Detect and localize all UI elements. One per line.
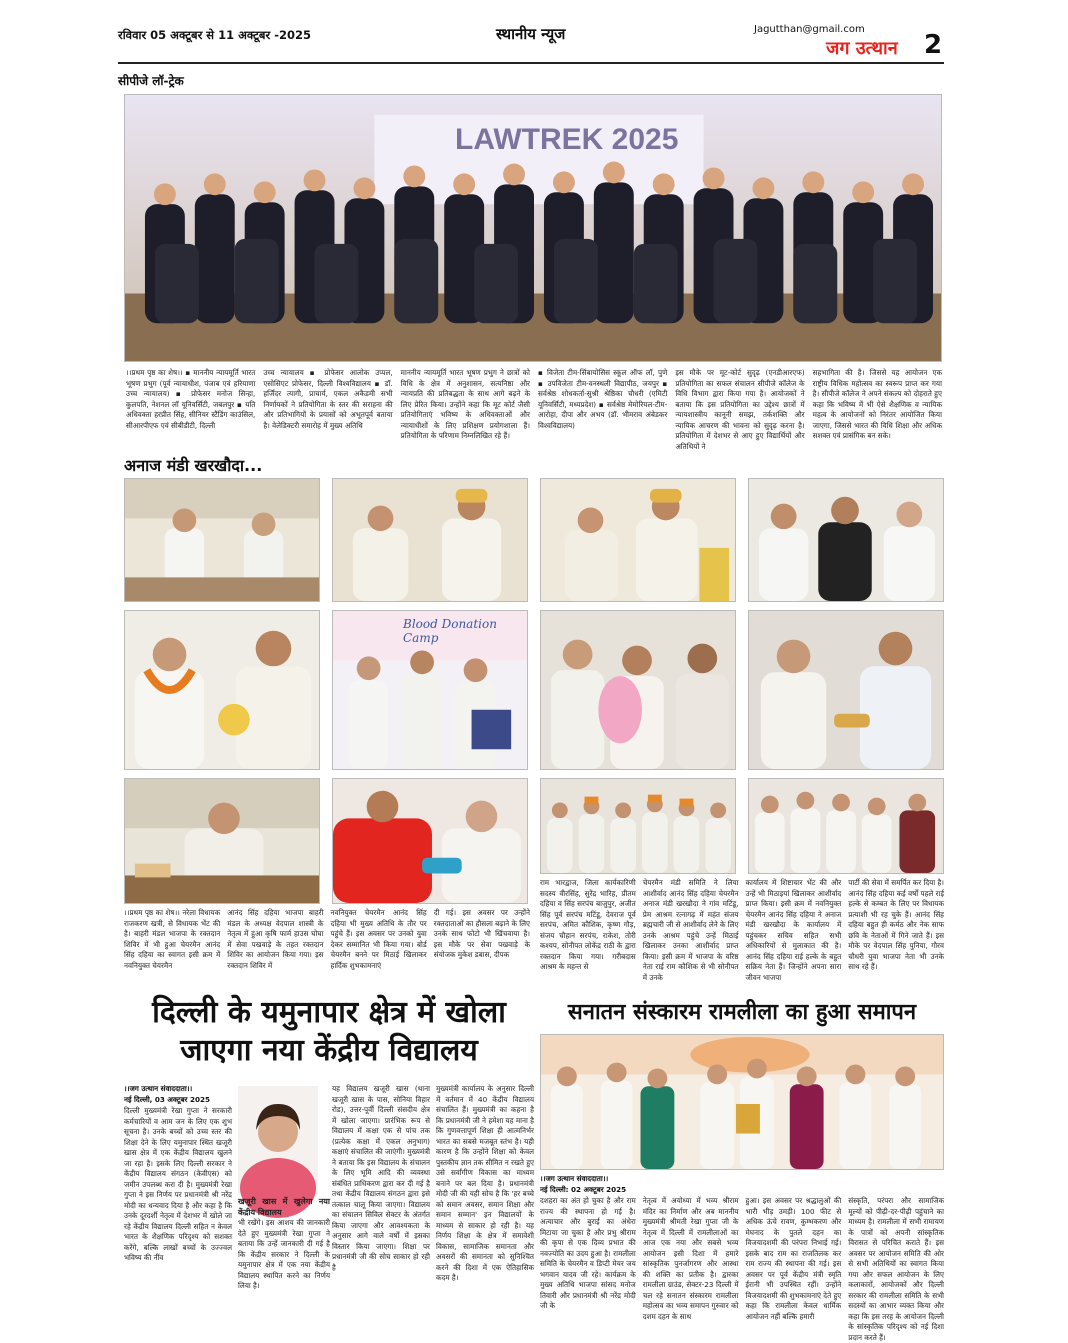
story4-ramleela-photo (540, 1034, 944, 1170)
story4-dateline: नई दिल्ली: 02 अक्टूबर 2025 (540, 1184, 627, 1194)
story3-photo-caption: खजूरी खास में खुलेगा नया केंद्रीय विद्यालय (238, 1197, 330, 1217)
story2-column: कार्यालय में शिष्टाचार भेंट की और उन्हें भी मिठाइयां खिलाकर आशीर्वाद प्राप्त किया। इसी क्रम में नवनियुक्त चेयरमैन आनंद सिंह दहिया ने अनाज मंडी खरखौदा के कार्यालय में पहुंचकर सचिव सहित सभी अधिकारियों से मुलाकात की है। आनंद सिंह दहिया राई हल्के के बहुत सक्रिय नेता हैं। जिन्होंने अपना सारा जीवन भाजपा (745, 878, 842, 982)
story2-photo (124, 778, 320, 904)
story1-kicker: सीपीजे लॉ-ट्रेक (118, 74, 184, 88)
story2-text-right (540, 878, 944, 988)
blood-donation-banner: Blood Donation Camp (403, 617, 497, 645)
section-title: स्थानीय न्यूज (496, 25, 566, 43)
story1-group-photo (124, 94, 942, 362)
story3-headline (124, 994, 534, 1070)
masthead (112, 22, 944, 62)
story1-column: ▪ विजेता टीम-सिंबायोसिस स्कूल ऑफ लॉ, पुणे ▪ उपविजेता टीम-वनस्थली विद्यापीठ, जयपुर ▪ सर्वश्रेष्ठ शोधकर्ता-सुश्री श्रेष्ठिका चौधरी (एमिटी यूनिवर्सिटी, मध्यप्रदेश) ▪ सर्वश्रेष्ठ मेमोरियल-टीम-आरोहा, दीपा और अभय (डॉ. भीमराव अंबेडकर विश्वविद्यालय) (537, 368, 668, 430)
contact-email: Jagutthan@gmail.com (754, 24, 865, 35)
story3-column: यह विद्यालय खजूरी खास (थाना खजूरी खास के पास, सोनिया विहार रोड), उत्तर-पूर्वी दिल्ली संसदीय क्षेत्र में खोला जाएगा। प्रारंभिक रूप से विद्यालय में कक्षा एक से पांच तक (प्रत्येक कक्षा में एकल अनुभाग) कक्षाएं संचालित की जाएंगी। मुख्यमंत्री ने बताया कि इस विद्यालय के संचालन के लिए भूमि आदि की व्यवस्था संबंधित प्राधिकरण द्वारा कर दी गई है तथा केंद्रीय विद्यालय संगठन द्वारा इसे तत्काल चालू किया जाएगा। विद्यालय का संचालन सिविल सेक्टर के अंतर्गत किया जाएगा और आवश्यकता के अनुसार आगे वाले वर्षों में इसका विस्तार किया जाएगा। शिक्षा पर प्रधानमंत्री जी की सोच साकार हो रही है (332, 1084, 430, 1272)
story2-column: आनंद सिंह दहिया भाजपा बाहरी मंडल के अध्यक्ष वेदपाल शास्त्री के नेतृत्व में हुआ कृषि फार्म हाउस घोघा में सेवा पखवाड़े के तहत रक्तदान शिविर का आयोजन किया गया। इस रक्तदान शिविर में (227, 908, 324, 970)
story3-text-col34 (332, 1084, 534, 1282)
story3-headline-line: दिल्ली के यमुनापार क्षेत्र में खोला (152, 995, 506, 1030)
story2-photo (332, 610, 528, 770)
story2-kicker: अनाज मंडी खरखौदा... (124, 456, 263, 475)
story1-column: ।।प्रथम पृष्ठ का शेष।। ▪ माननीय न्यायमूर्ति भारत भूषण प्रभुग (पूर्व न्यायाधीश, पंजाब एवं हरियाणा उच्च न्यायालय) ▪ प्रोफेसर मनोज सिन्हा, कुलपति, नेशनल लॉ यूनिवर्सिटी, जबलपुर ▪ यति अधिवक्ता हरप्रीत सिंह, सीनियर स्टैंडिंग काउंसिल, सीआरपीएफ एवं सीबीडीटी, दिल्ली (126, 368, 256, 430)
story4-column: नेतृत्व में अयोध्या में भव्य श्रीराम मंदिर का निर्माण और अब माननीय मुख्यमंत्री श्रीमती रेखा गुप्ता जी के नेतृत्व में दिल्ली में रामलीलाओं का आज एक नया और सबसे भव्य आयोजन इसी दिशा में हमारे सांस्कृतिक पुनर्जागरण और आस्था की शक्ति का प्रतीक है। द्वारका रामलीला ग्राउंड, सेक्टर-23 दिल्ली में चल रहे सनातन संस्कारम रामलीला महोत्सव का भव्य समापन गुरुवार को दशम दहन के साथ (642, 1196, 739, 1321)
page-number: 2 (924, 30, 943, 60)
newspaper-page (112, 22, 944, 1342)
story2-photo (124, 478, 320, 602)
story3-text-col2 (238, 1196, 330, 1290)
newspaper-brand: जग उत्थान (826, 38, 898, 59)
story2-photo (540, 610, 736, 770)
story4-headline: सनातन संस्कारम रामलीला का हुआ समापन (567, 1000, 917, 1025)
story2-column: पार्टी की सेवा में समर्पित कर दिया है। आनंद सिंह दहिया कई वर्षों पहले राई हल्के से कम्बत के लिए पर विधायक प्रत्याशी भी रह चुके हैं। आनंद सिंह दहिया बहुत ही कर्मठ और नेक साफ छवि के नेताओं में गिने जाते हैं। इस मौके पर वेदपाल सिंह पुनिया, गौरव चौधरी युवा भाजपा नेता भी उनके साथ रहे हैं। (848, 878, 944, 971)
lawtrek-banner: LAWTREK 2025 (455, 123, 679, 156)
story2-photo (332, 778, 528, 904)
story4-column: दशहरा का अंत हो चुका है और राम राज्य की स्थापना हो गई है। अत्याचार और बुराई का अंधेरा मिटाया जा चुका है और प्रभु श्रीराम की कृपा से एक दिव्य प्रभात की नवज्योति का उदय हुआ है। रामलीला समिति के चेयरमैन व डिप्टी मेयर जय भगवान यादव जी रहे। कार्यक्रम के मुख्य अतिथि भाजपा सांसद मनोज तिवारी और प्रधानमंत्री श्री नरेंद्र मोदी जी के (540, 1196, 636, 1310)
story2-photo (748, 610, 944, 770)
story3-text-col1 (124, 1106, 232, 1268)
story4-column: संस्कृति, परंपरा और सामाजिक मूल्यों को पीढ़ी-दर-पीढ़ी पहुंचाने का माध्यम है। रामलीला में सभी रामायण के पात्रों को अपनी सांस्कृतिक विरासत से परिचित कराते हैं। इस अवसर पर आयोजन समिति की ओर से सभी अतिथियों का स्वागत किया गया और सफल आयोजन के लिए कलाकारों, आयोजकों और दिल्ली सरकार की रामलीला समिति के सभी सदस्यों का आभार व्यक्त किया और कहा कि इस तरह के आयोजन दिल्ली के सांस्कृतिक परिदृश्य को नई दिशा प्रदान करते हैं। (848, 1196, 944, 1342)
story2-photo (540, 478, 736, 602)
story4-byline: ।।जग उत्थान संवाददाता।। (540, 1174, 609, 1183)
story1-column: इस मौके पर मूट-कोर्ट सुदृढ़ (एनडीआरएफ) प्रतियोगिता का सफल संचालन सीपीजे कॉलेज के विधि विभाग द्वारा किया गया है। आयोजकों ने बताया कि इस प्रतियोगिता का उद्देश्य छात्रों में न्यायशास्त्रीय कानूनी समझ, तर्कशक्ति और न्यायिक आचरण की भावना को सुदृढ़ करना है। प्रतियोगिता में देशभर से आए हुए विद्यार्थियों और अतिथियों ने (675, 368, 805, 451)
story1-column: उच्च न्यायालय ▪ प्रोफेसर आलोक उप्पल, एसोसिएट प्रोफेसर, दिल्ली विश्वविद्यालय ▪ डॉ. हर्जिंदर त्यागी, प्राचार्य, एकल अकैडमी सभी निर्णायकों ने प्रतियोगिता के स्तर की सराहना की और प्रतिभागियों के प्रयासों को अभूतपूर्व बताया है। वेलेडिक्टरी समारोह में मुख्य अतिथि (263, 368, 393, 430)
story2-column: ।।प्रथम पृष्ठ का शेष।। नरेला विधायक राजकरण खत्री, से विधायक भेंट की है। बाहरी मंडल भाजपा के रक्तदान शिविर में भी हुआ चेयरमैन आनंद सिंह दहिया का स्वागत इसी क्रम में नवनियुक्त चेयरमैन (124, 908, 221, 970)
story3-byline: ।।जग उत्थान संवाददाता।। (124, 1084, 193, 1093)
issue-date: रविवार 05 अक्टूबर से 11 अक्टूबर -2025 (118, 28, 311, 42)
story1-column: माननीय न्यायमूर्ति भारत भूषण प्रभुग ने छात्रों को विधि के क्षेत्र में अनुशासन, सत्यनिष्ठा और न्यायप्रति की प्रतिबद्धता के साथ आगे बढ़ने के लिए प्रेरित किया। उन्होंने कहा कि मूट कोर्ट जैसी प्रतियोगिताएं भविष्य के अधिवक्ताओं और न्यायाधीशों के लिए प्रशिक्षण प्रयोगशाला हैं। प्रतियोगिता के परिणाम निम्नलिखित रहे हैं। (400, 368, 530, 440)
story3-column: मुख्यमंत्री कार्यालय के अनुसार दिल्ली में वर्तमान में 40 केंद्रीय विद्यालय संचालित हैं। मुख्यमंत्री का कहना है कि प्रधानमंत्री जी ने हमेशा यह माना है कि गुणवत्तापूर्ण शिक्षा ही आत्मनिर्भर भारत का सबसे मजबूत स्तंभ है। यही कारण है कि उन्होंने शिक्षा को केवल पुस्तकीय ज्ञान तक सीमित न रखते हुए उसे सर्वांगीण विकास का माध्यम बनाने पर बल दिया है। प्रधानमंत्री मोदी जी की यही सोच है कि 'हर बच्चे को समान अवसर, समान शिक्षा और समान सम्मान' इन विद्यालयों के माध्यम से साकार हो रही है। यह निर्णय शिक्षा के क्षेत्र में समावेशी विकास, सामाजिक समानता और अवसरों की समानता को सुनिश्चित करने की दिशा में एक ऐतिहासिक कदम है। (436, 1084, 534, 1282)
masthead-rule (118, 62, 944, 64)
story1-text (126, 368, 942, 452)
story2-photo (332, 478, 528, 602)
story2-photo (748, 778, 944, 874)
story2-column: राम भारद्वाज, जिला कार्यकारिणी सदस्य वीरसिंह, सुरेंद्र भारिह, प्रीतम दहिया व सिंह सरपंच बाजुपुर, अजीत सिंह पूर्व सरपंच मटिंडू, देवराज पूर्व सरपंच, अमित कौशिक, कृष्ण गौड़, संजय चौहान सरपंच, राकेश, तोरी कश्यप, सोनीपत लोकेंद्र राठी के द्वारा रक्तदान किया गया। गरीबदास आश्रम के महन्त से (540, 878, 636, 971)
story3-headline-line: जाएगा नया केंद्रीय विद्यालय (180, 1033, 478, 1068)
story2-photo (540, 778, 736, 874)
story2-column: नवनियुक्त चेयरमैन आनंद सिंह दहिया भी मुख्य अतिथि के तौर पर पहुंचे हैं। इस अवसर पर उनको युवा देकर सम्मानित भी किया गया। बोर्ड चेयरमैन बनने पर मिठाई खिलाकर हार्दिक शुभकामनाएं (330, 908, 427, 970)
story4-column: हुआ। इस अवसर पर श्रद्धालुओं की भारी भीड़ उमड़ी। 100 फीट से अधिक ऊंचे रावण, कुम्भकरण और मेघनाद के पुतले दहन का विजयादशमी की परंपरा निभाई गई। इसके बाद राम का राजतिलक कर राम राज्य की स्थापना की गई। इस अवसर पर पूर्व केंद्रीय मंत्री स्मृति ईरानी भी उपस्थित रहीं। उन्होंने विजयादशमी की शुभकामनाएं देते हुए कहा कि रामलीला केवल धार्मिक आयोजन नहीं बल्कि हमारी (745, 1196, 842, 1321)
story2-text-left (124, 908, 530, 988)
story3-column: भी रखेंगे। इस आशय की जानकारी देते हुए मुख्यमंत्री रेखा गुप्ता ने बताया कि उन्हें जानकारी दी गई है कि केंद्रीय सरकार ने दिल्ली के यमुनापार क्षेत्र में एक नया केंद्रीय विद्यालय स्थापित करने का निर्णय लिया है। (238, 1218, 330, 1290)
story4-byline-block (540, 1174, 636, 1195)
story3-portrait-photo (238, 1086, 318, 1194)
story1-column: सहभागिता की है। जिससे यह आयोजन एक राष्ट्रीय विधिक महोत्सव का स्वरूप प्राप्त कर गया है। सीपीजे कॉलेज ने अपने संकल्प को दोहराते हुए कहा कि भविष्य में भी ऐसे शैक्षणिक व न्यायिक महत्व के आयोजनों को निरंतर आयोजित किया जाएगा, जिससे भारत की विधि शिक्षा और अधिक सशक्त एवं प्रासंगिक बन सके। (812, 368, 942, 440)
story3-dateline: नई दिल्ली, 03 अक्टूबर 2025 (124, 1094, 210, 1104)
story2-photo (124, 610, 320, 770)
story2-photo (748, 478, 944, 602)
story2-column: दी गई। इस अवसर पर उन्होंने रक्तदाताओं का हौसला बढ़ाने के लिए उनके साथ फोटो भी खिंचवाया है। इस मौके पर सेवा पखवाड़े के संयोजक मुकेश डबास, दीपक (433, 908, 530, 959)
story4-text (540, 1196, 944, 1342)
story3-column: दिल्ली मुख्यमंत्री रेखा गुप्ता ने सरकारी कर्मचारियों व आम जन के लिए एक शुभ सूचना है। उनके बच्चों को उच्च स्तर की शिक्षा देने के लिए यमुनापार स्थित खजूरी खास क्षेत्र में एक केंद्रीय विद्यालय खुलने जा रहा है। इसके लिए दिल्ली सरकार ने केंद्रीय विद्यालय संगठन (केवीएस) को जमीन उपलब्ध करा दी है। मुख्यमंत्री रेखा गुप्ता ने इस निर्णय पर प्रधानमंत्री श्री नरेंद्र मोदी का धन्यवाद दिया है और कहा है कि उनके दूरदर्शी नेतृत्व में देशभर में खोले जा रहे केंद्रीय विद्यालय दिल्ली सहित न केवल भारत के शैक्षणिक परिदृश्य को सशक्त करेंगे, बल्कि लाखों बच्चों के उज्ज्वल भविष्य की नींव (124, 1106, 232, 1262)
story3-byline-block (124, 1084, 232, 1105)
story3-column-wrap (238, 1196, 330, 1290)
story2-column: चेयरमैन मंडी समिति ने लिया आशीर्वाद आनंद सिंह दहिया चेयरमैन अनाज मंडी खरखौदा ने गांव मटिंडू, प्रेम आश्रम रत्नागढ़ में महंत संजय ब्रह्मचारी जी से आशीर्वाद लेने के लिए उनके आश्रम पहुंचे उन्हें मिठाई खिलाकर उनका आशीर्वाद प्राप्त किया। इसी क्रम में भाजपा के वरिष्ठ नेता राई राम कौशिक से भी सोनीपत में उनके (642, 878, 739, 982)
